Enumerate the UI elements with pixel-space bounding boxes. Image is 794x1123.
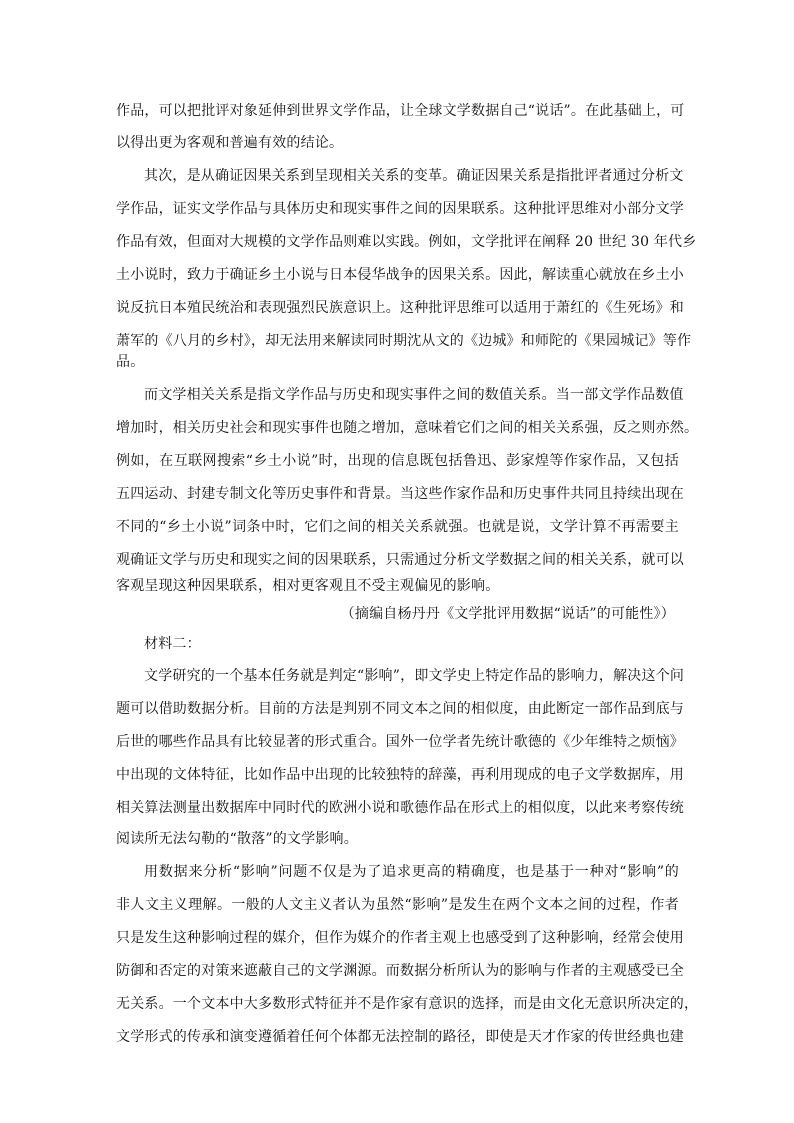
paragraph-first-line: 文学研究的一个基本任务就是判定“影响”，即文学史上特定作品的影响力，解决这个问 xyxy=(144,668,685,684)
paragraph-first-line: 用数据来分析“影响”问题不仅是为了追求更高的精确度，也是基于一种对“影响”的 xyxy=(144,864,679,880)
text-line: 土小说时，致力于确证乡土小说与日本侵华战争的因果关系。因此，解读重心就放在乡土小 xyxy=(116,267,684,283)
text-line: 增加时，相关历史社会和现实事件也随之增加，意味着它们之间的相关关系强，反之则亦然。 xyxy=(116,420,699,436)
text-line: 观确证文学与历史和现实之间的因果联系，只需通过分析文学数据之间的相关关系，就可以 xyxy=(116,552,684,568)
text-line: 例如，在互联网搜索“乡土小说”时，出现的信息既包括鲁迅、彭家煌等作家作品，又包括 xyxy=(116,453,679,469)
text-line: 无关系。一个文本中大多数形式特征并不是作家有意识的选择，而是由文化无意识所决定的， xyxy=(116,996,699,1012)
text-line: 客观呈现这种因果联系，相对更客观且不受主观偏见的影响。 xyxy=(116,578,500,594)
paragraph-first-line: 而文学相关关系是指文学作品与历史和现实事件之间的数值关系。当一部文学作品数值 xyxy=(144,387,684,403)
text-line: 作品，可以把批评对象延伸到世界文学作品，让全球文学数据自己“说话”。在此基础上，可 xyxy=(116,103,685,119)
text-line: 相关算法测量出数据库中同时代的欧洲小说和歌德作品在形式上的相似度，以此来考察传统 xyxy=(116,800,684,816)
paragraph-first-line: 其次，是从确证因果关系到呈现相关关系的变革。确证因果关系是指批评者通过分析文 xyxy=(144,168,684,184)
text-line: 阅读所无法勾勒的“散落”的文学影响。 xyxy=(116,831,358,847)
text-line: 萧军的《八月的乡村》，却无法用来解读同时期沈从文的《边城》和师陀的《果园城记》等作 xyxy=(116,333,692,349)
text-line: 文学形式的传承和演变遵循着任何个体都无法控制的路径，即使是天才作家的传世经典也建 xyxy=(116,1029,684,1045)
text-line: 后世的哪些作品具有比较显著的形式重合。国外一位学者先统计歌德的《少年维特之烦恼》 xyxy=(116,734,684,750)
text-line: 学作品，证实文学作品与具体历史和现实事件之间的因果联系。这种批评思维对小部分文学 xyxy=(116,201,684,217)
text-line: 作品有效，但面对大规模的文学作品则难以实践。例如，文学批评在阐释 20 世纪 30 年代乡 xyxy=(116,234,697,250)
text-line: 中出现的文体特征，比如作品中出现的比较独特的辞藻，再利用现成的电子文学数据库，用 xyxy=(116,767,684,783)
text-line: 五四运动、封建专制文化等历史事件和背景。当这些作家作品和历史事件共同且持续出现在 xyxy=(116,486,684,502)
text-line: 只是发生这种影响过程的媒介，但作为媒介的作者主观上也感受到了这种影响，经常会使用 xyxy=(116,930,684,946)
text-line: 品。 xyxy=(116,354,145,370)
source-citation: （摘编自杨丹丹《文学批评用数据“说话”的可能性》） xyxy=(340,606,675,622)
text-line: 以得出更为客观和普遍有效的结论。 xyxy=(116,135,344,151)
text-line: 说反抗日本殖民统治和表现强烈民族意识上。这种批评思维可以适用于萧红的《生死场》和 xyxy=(116,300,684,316)
text-line: 防御和否定的对策来遮蔽自己的文学渊源。而数据分析所认为的影响与作者的主观感受已全 xyxy=(116,963,684,979)
text-line: 非人文主义理解。一般的人文主义者认为虽然“影响”是发生在两个文本之间的过程，作者 xyxy=(116,897,679,913)
text-line: 不同的“乡土小说”词条中时，它们之间的相关关系就强。也就是说，文学计算不再需要主 xyxy=(116,519,679,535)
section-heading: 材料二： xyxy=(144,636,201,652)
text-line: 题可以借助数据分析。目前的方法是判别不同文本之间的相似度，由此断定一部作品到底与 xyxy=(116,701,684,717)
